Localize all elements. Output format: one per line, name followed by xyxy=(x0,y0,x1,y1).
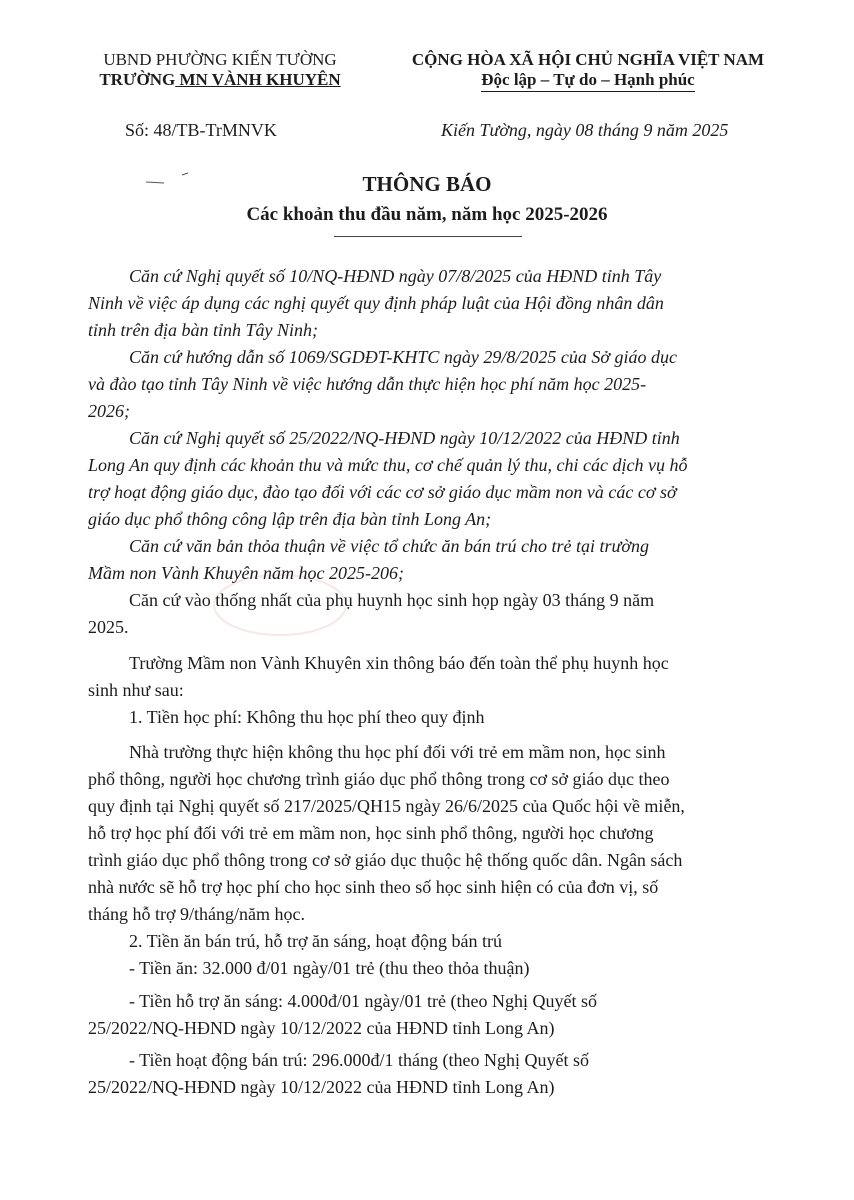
school-name-prefix: TRƯỜNG xyxy=(99,70,176,89)
school-name xyxy=(60,70,380,90)
country-name: CỘNG HÒA XÃ HỘI CHỦ NGHĨA VIỆT NAM xyxy=(411,50,765,69)
body-line: Căn cứ văn bản thỏa thuận về việc tổ chức ăn bán trú cho trẻ tại trường xyxy=(129,536,649,556)
body-line: hỗ trợ học phí đối với trẻ em mầm non, học sinh phổ thông, người học chương xyxy=(88,823,654,843)
body-line: phổ thông, người học chương trình giáo dục phổ thông trong cơ sở giáo dục theo xyxy=(88,769,670,789)
body-line: Căn cứ Nghị quyết số 10/NQ-HĐND ngày 07/8/2025 của HĐND tỉnh Tây xyxy=(129,266,662,286)
document-number: Số: 48/TB-TrMNVK xyxy=(125,120,277,140)
body-line: 2026; xyxy=(88,401,130,421)
body-line: Căn cứ vào thống nhất của phụ huynh học sinh họp ngày 03 tháng 9 năm xyxy=(129,590,655,610)
body-line: Ninh về việc áp dụng các nghị quyết quy định pháp luật của Hội đồng nhân dân xyxy=(88,293,664,313)
document-subtitle: Các khoản thu đầu năm, năm học 2025-2026 xyxy=(246,204,608,225)
body-line: 2025. xyxy=(88,617,129,637)
issuing-agency-header xyxy=(60,50,380,90)
body-line: sinh như sau: xyxy=(88,680,184,700)
document-title: THÔNG BÁO xyxy=(362,172,492,196)
fee-item-detail: 25/2022/NQ-HĐND ngày 10/12/2022 của HĐND tỉnh Long An) xyxy=(88,1077,555,1097)
body-line: Trường Mầm non Vành Khuyên xin thông báo đến toàn thể phụ huynh học xyxy=(129,653,669,673)
body-line: nhà nước sẽ hỗ trợ học phí cho học sinh theo số học sinh hiện có của đơn vị, số xyxy=(88,877,659,897)
body-line: quy định tại Nghị quyết số 217/2025/QH15 ngày 26/6/2025 của Quốc hội về miễn, xyxy=(88,796,685,816)
national-motto: Độc lập – Tự do – Hạnh phúc xyxy=(481,70,694,92)
fee-item: - Tiền hoạt động bán trú: 296.000đ/1 tháng (theo Nghị Quyết số xyxy=(129,1050,589,1070)
body-line: Căn cứ Nghị quyết số 25/2022/NQ-HĐND ngày 10/12/2022 của HĐND tỉnh xyxy=(129,428,680,448)
national-motto-header xyxy=(378,50,798,92)
fee-item-detail: 25/2022/NQ-HĐND ngày 10/12/2022 của HĐND tỉnh Long An) xyxy=(88,1018,555,1038)
document-date: Kiến Tường, ngày 08 tháng 9 năm 2025 xyxy=(441,120,729,140)
body-line: Nhà trường thực hiện không thu học phí đối với trẻ em mầm non, học sinh xyxy=(129,742,666,762)
fee-item: - Tiền hỗ trợ ăn sáng: 4.000đ/01 ngày/01 trẻ (theo Nghị Quyết số xyxy=(129,991,597,1011)
fee-item: - Tiền ăn: 32.000 đ/01 ngày/01 trẻ (thu theo thỏa thuận) xyxy=(129,958,530,978)
section-heading: 2. Tiền ăn bán trú, hỗ trợ ăn sáng, hoạt động bán trú xyxy=(129,931,502,951)
section-heading: 1. Tiền học phí: Không thu học phí theo quy định xyxy=(129,707,485,727)
issuing-authority: UBND PHƯỜNG KIẾN TƯỜNG xyxy=(103,50,337,69)
body-line: tháng hỗ trợ 9/tháng/năm học. xyxy=(88,904,305,924)
body-line: Căn cứ hướng dẫn số 1069/SGDĐT-KHTC ngày 29/8/2025 của Sở giáo dục xyxy=(129,347,678,367)
body-line: và đào tạo tỉnh Tây Ninh về việc hướng dẫn thực hiện học phí năm học 2025- xyxy=(88,374,647,394)
body-line: trình giáo dục phổ thông trong cơ sở giáo dục thuộc hệ thống quốc dân. Ngân sách xyxy=(88,850,683,870)
body-line: tỉnh trên địa bàn tỉnh Tây Ninh; xyxy=(88,320,319,340)
body-line: giáo dục phổ thông công lập trên địa bàn tỉnh Long An; xyxy=(88,509,492,529)
title-divider xyxy=(334,236,522,237)
school-name-underlined: MN VÀNH KHUYÊN xyxy=(175,70,341,89)
body-line: Mầm non Vành Khuyên năm học 2025-206; xyxy=(88,563,404,583)
body-line: Long An quy định các khoản thu và mức thu, cơ chế quản lý thu, chi các dịch vụ hỗ xyxy=(88,455,688,475)
body-line: trợ hoạt động giáo dục, đào tạo đối với các cơ sở giáo dục mầm non và các cơ sở xyxy=(88,482,677,502)
